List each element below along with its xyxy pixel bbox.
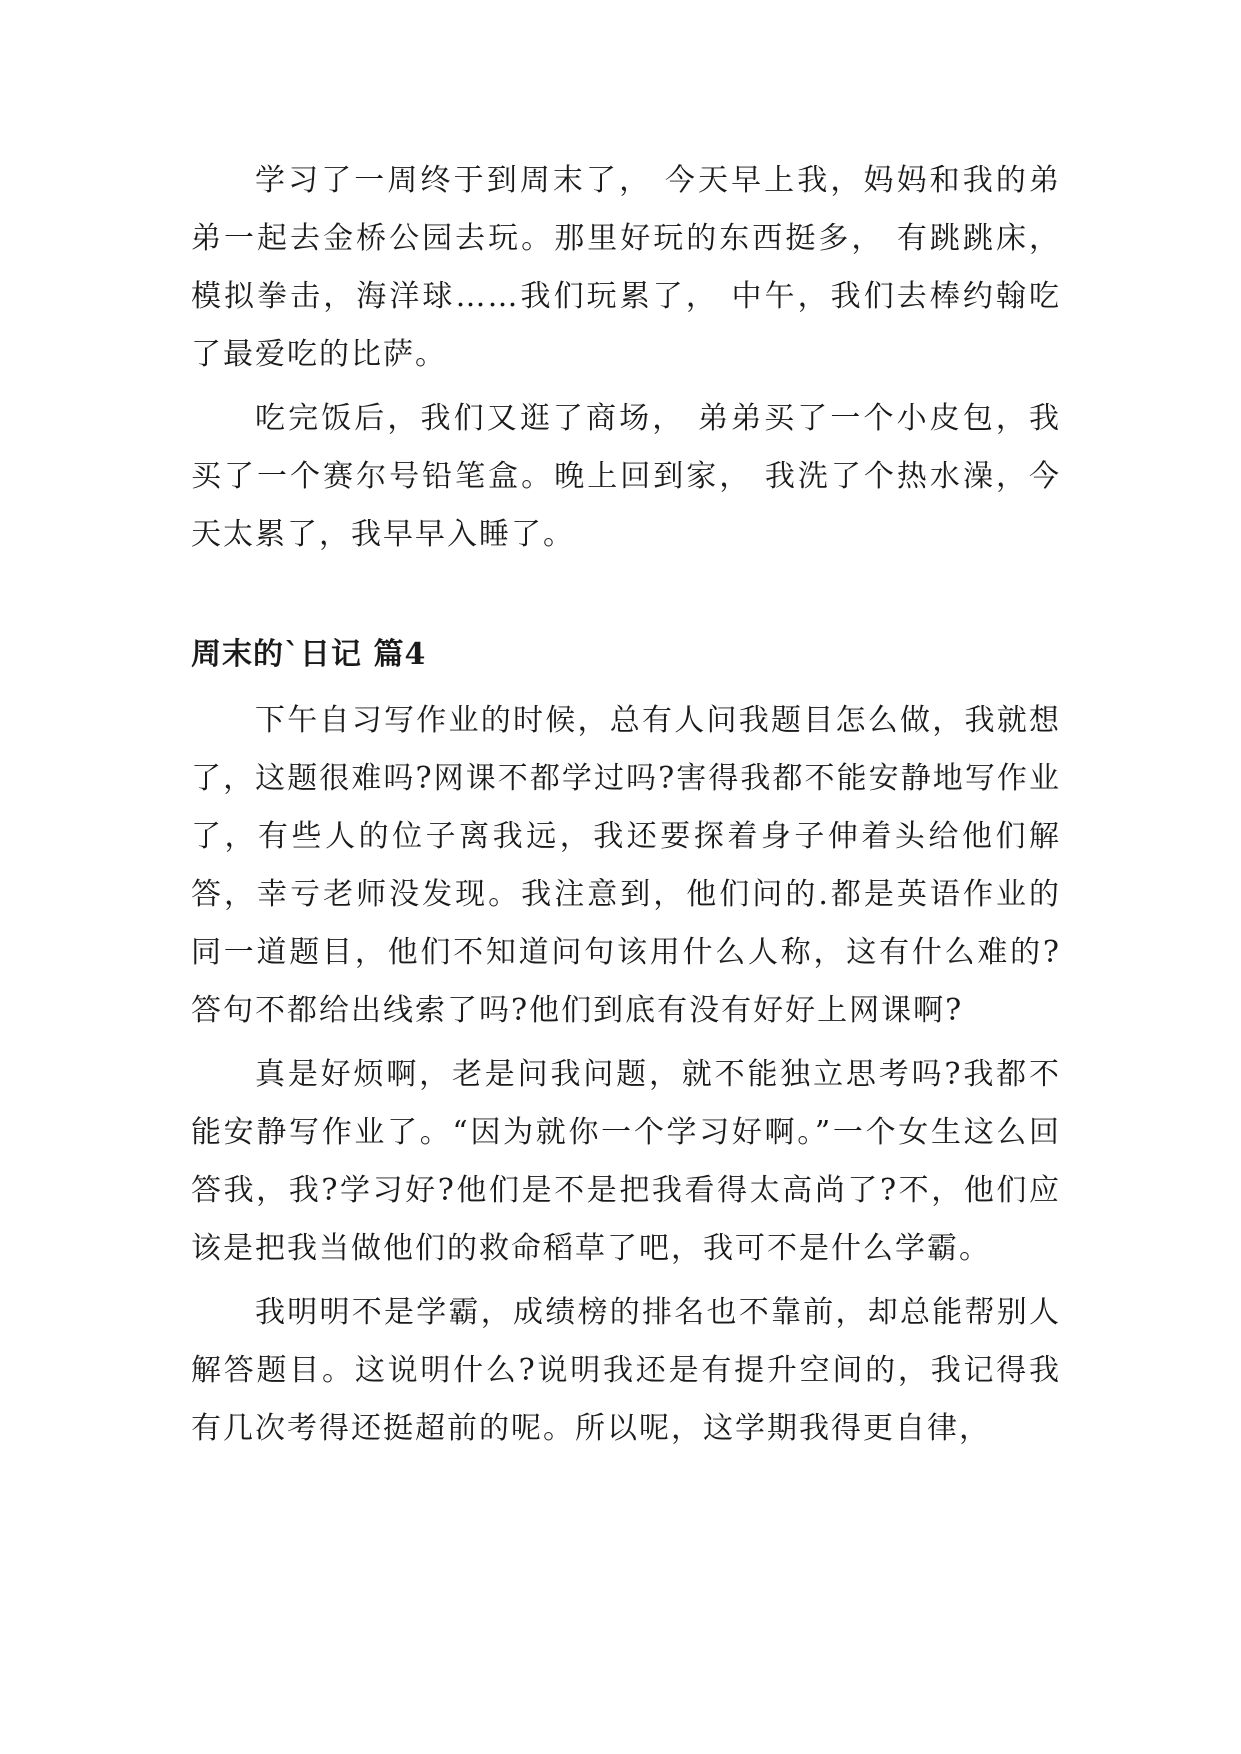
paragraph-3: 下午自习写作业的时候，总有人问我题目怎么做，我就想了，这题很难吗?网课不都学过吗?害得我都不能安静地写作业了，有些人的位子离我远，我还要探着身子伸着头给他们解答，幸亏老师没发现。我注意到，他们问的.都是英语作业的同一道题目，他们不知道问句该用什么人称，这有什么难的?答句不都给出线索了吗?他们到底有没有好好上网课啊? (191, 703, 1061, 1028)
section-gap (191, 564, 1061, 626)
paragraph-1: 学习了一周终于到周末了， 今天早上我，妈妈和我的弟弟一起去金桥公园去玩。那里好玩的东西挺多， 有跳跳床，模拟拳击，海洋球……我们玩累了， 中午，我们去棒约翰吃了最爱吃的比萨。 (191, 163, 1061, 372)
paragraph-5: 我明明不是学霸，成绩榜的排名也不靠前，却总能帮别人解答题目。这说明什么?说明我还是有提升空间的，我记得我有几次考得还挺超前的呢。所以呢，这学期我得更自律， (191, 1295, 1061, 1446)
paragraph-2: 吃完饭后，我们又逛了商场， 弟弟买了一个小皮包，我买了一个赛尔号铅笔盒。晚上回到家， 我洗了个热水澡，今天太累了，我早早入睡了。 (191, 401, 1061, 552)
section-heading: 周末的`日记 篇4 (191, 637, 427, 672)
document-body (191, 152, 1061, 1458)
paragraph-4: 真是好烦啊，老是问我问题，就不能独立思考吗?我都不能安静写作业了。“因为就你一个学习好啊。”一个女生这么回答我，我?学习好?他们是不是把我看得太高尚了?不，他们应该是把我当做他们的救命稻草了吧，我可不是什么学霸。 (191, 1057, 1061, 1266)
